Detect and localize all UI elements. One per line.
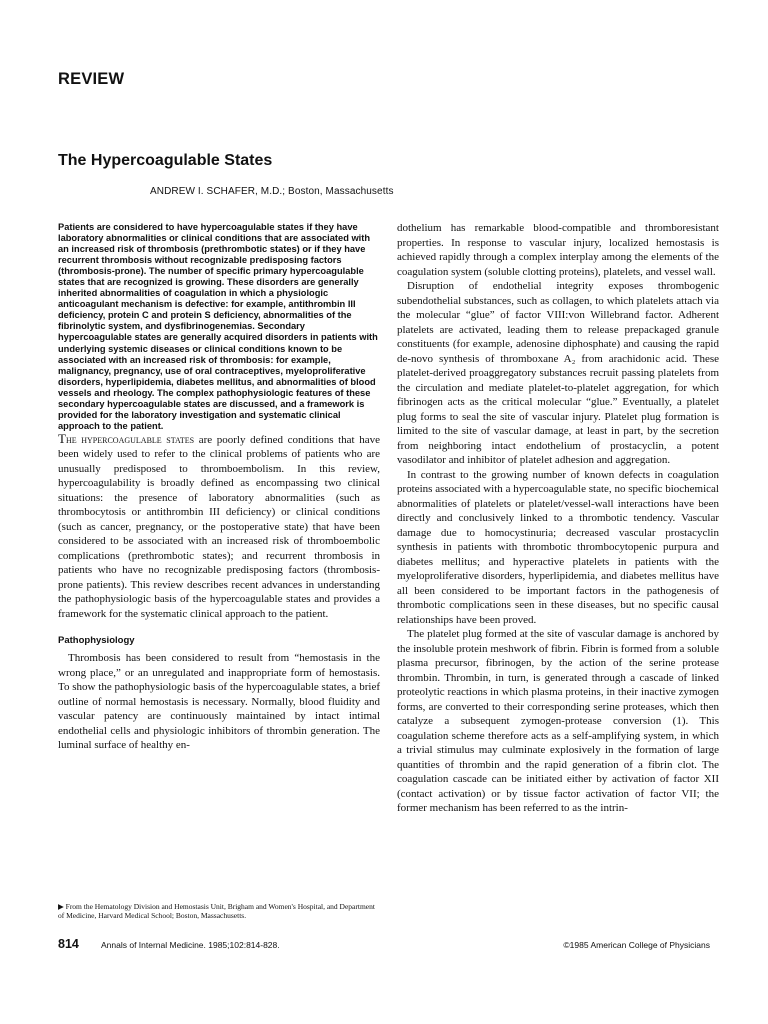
right-column: [397, 221, 719, 816]
pathophysiology-paragraph: Thrombosis has been considered to result from “hemostasis in the wrong place,” or an unregulated and inappropriate form of hemostasis. To show the pathophysiologic basis of the hypercoagulable states, a brief outline of normal hemostasis is necessary. Normally, blood fluidity and vascular patency are continuously maintained by intact intimal endothelial cells and physiologic inhibitors of thrombin generation. The luminal surface of healthy en-: [58, 652, 380, 752]
right-paragraph-1: dothelium has remarkable blood-compatible and thromboresistant properties. In response to vascular injury, localized hemostasis is achieved rapidly through a complex interplay among the elements of the coagulation system (soluble clotting proteins), platelets, and vessel wall.: [397, 222, 719, 278]
abstract: Patients are considered to have hypercoagulable states if they have laboratory abnormalities or clinical conditions that are associated with an increased risk of thrombosis (prethrombotic states) or if they have recurrent thrombosis without recognizable predisposing factors (thrombosis-prone). The number of specific primary hypercoagulable states that are recognized is growing. These disorders are generally inherited abnormalities of coagulation in which a physiologic anticoagulant mechanism is defective: for example, antithrombin III deficiency, protein C and protein S deficiency, abnormalities of the fibrinolytic system, and dysfibrinogenemias. Secondary hypercoagulable states are generally acquired disorders in patients with underlying systemic diseases or clinical conditions known to be associated with an increased risk of thrombosis: for example, malignancy, pregnancy, use of oral contraceptives, myeloproliferative disorders, hyperlipidemia, diabetes mellitus, and abnormalities of blood vessels and rheology. The complex pathophysiologic features of these secondary hypercoagulable states are discussed, and a framework is provided for the laboratory investigation and systematic clinical approach to the patient.: [58, 222, 378, 431]
section-heading-pathophysiology: Pathophysiology: [58, 635, 135, 647]
intro-text: are poorly defined conditions that have been widely used to refer to the clinical problems of patients who are unusually predisposed to thromboembolism. In this review, hypercoagulability is broadly defined as encompassing two clinical situations: the presence of laboratory abnormalities (such as thrombocytosis or antithrombin III deficiency) or clinical conditions (such as cancer, pregnancy, or the postoperative state) that have been considered to be associated with an increased risk of thromboembolic complications (prethrombotic states); and recurrent thrombosis in patients who have no recognizable predisposing factors (thrombosis-prone patients). This review describes recent advances in understanding the pathophysiologic basis of the hypercoagulable states and provides a framework for the systematic clinical approach to the patient.: [58, 433, 380, 620]
section-label: REVIEW: [58, 70, 125, 88]
right-paragraph-3: In contrast to the growing number of known defects in coagulation proteins associated with a hypercoagulable state, no specific biochemical abnormalities of platelets or platelet/vessel-wall interactions have been directly and conclusively linked to a thrombotic tendency. Vascular damage due to homocystinuria; decreased vascular prostacyclin synthesis in patients with thrombotic thrombocytopenic purpura and diabetes mellitus; and hyperactive platelets in patients with the myeloproliferative disorders, hyperlipidemia, and diabetes mellitus have all been considered to be important factors in the pathogenesis of thrombotic complications seen in these diseases, but no specific causal relationships have been proved.: [397, 468, 719, 626]
right-paragraph-2: Disruption of endothelial integrity exposes thrombogenic subendothelial substances, such as collagen, to which platelets attach via the molecular “glue” of factor VIII:von Willebrand factor. Adherent platelets are activated, leading them to release prepackaged granule constituents (for example, adenosine diphosphate) and causing the rapid de-novo synthesis of thromboxane A₂ from arachidonic acid. These platelet-derived proaggregatory substances recruit passing platelets from the circulation and mediate platelet-to-platelet aggregation, for which fibrinogen acts as the critical molecular “glue.” Eventually, a platelet plug forms to seal the site of vascular injury. Platelet plug formation is limited to the site of vascular damage, at least in part, by the secretion from neighboring intact endothelium of prostacyclin, a potent vasodilator and inhibitor of platelet adhesion and aggregation.: [397, 280, 719, 466]
right-paragraph-4: The platelet plug formed at the site of vascular damage is anchored by the insoluble protein meshwork of fibrin. Fibrin is formed from a soluble plasma precursor, fibrinogen, by the action of the serine protease thrombin. Thrombin, in turn, is generated through a cascade of linked proteolytic reactions in which plasma proteins, in their inactive zymogen forms, are converted to their corresponding serine proteases, which then catalyze a subsequent zymogen-protease conversion (1). This coagulation scheme therefore acts as a self-amplifying system, in which a trivial stimulus may culminate explosively in the formation of large quantities of thrombin and the rapid generation of a fibrin clot. The coagulation cascade can be initiated either by activation of factor XII (contact activation) or by tissue factor activation of factor VII; the former mechanism has been referred to as the intrin-: [397, 628, 719, 814]
affiliation-footnote: ▶ From the Hematology Division and Hemostasis Unit, Brigham and Women's Hospital, and Department of Medicine, Harvard Medical School; Boston, Massachusetts.: [58, 902, 375, 920]
intro-lead-rest: he hypercoagulable states: [65, 433, 195, 446]
journal-citation: Annals of Internal Medicine. 1985;102:814-828.: [101, 940, 280, 950]
page-number: 814: [58, 937, 79, 951]
intro-lead: [58, 430, 195, 446]
intro-paragraph: [58, 432, 380, 622]
left-body: [58, 432, 380, 753]
article-title: The Hypercoagulable States: [58, 152, 273, 169]
intro-lead-initial: T: [58, 430, 66, 446]
author-line: ANDREW I. SCHAFER, M.D.; Boston, Massachusetts: [150, 186, 394, 197]
left-column: [58, 222, 380, 753]
copyright-notice: ©1985 American College of Physicians: [563, 940, 710, 950]
